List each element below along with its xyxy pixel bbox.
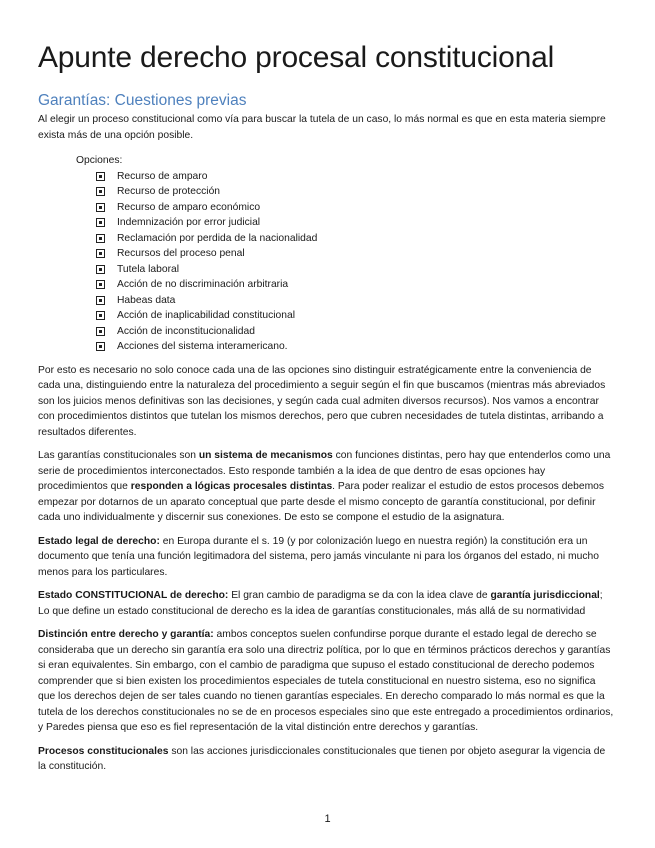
list-item xyxy=(96,215,615,231)
list-item xyxy=(96,277,615,293)
option-label: Acción de no discriminación arbitraria xyxy=(117,279,289,290)
option-label: Indemnización por error judicial xyxy=(117,217,261,228)
list-item xyxy=(96,293,615,309)
option-label: Acción de inaplicabilidad constitucional xyxy=(117,310,296,321)
square-bullet-icon xyxy=(96,187,105,196)
bold-term: garantía jurisdiccional xyxy=(490,590,600,601)
paragraph-constitutional-state: Estado CONSTITUCIONAL de derecho: El gran cambio de paradigma se da con la idea clave de garantía jurisdiccional; Lo que define un estado constitucional de derecho es la idea de garantías constitucionales, más allá de su normatividad xyxy=(38,590,603,617)
paragraph-constitutional-processes: Procesos constitucionales son las acciones jurisdiccionales constitucionales que tienen por objeto asegurar la vigencia de la constitución. xyxy=(38,745,606,772)
bold-term: responden a lógicas procesales distintas xyxy=(130,481,333,492)
paragraph-right-vs-guarantee: Distinción entre derecho y garantía: ambos conceptos suelen confundirse porque durante el estado legal de derecho se consideraba que un derecho sin garantía era solo una directriz política, por lo que en términos prácticos derechos y garantías si eran equivalentes. Sin embargo, con el cambio de paradigma que supuso el estado constitucional de derecho podemos comprender que si bien existen los procedimientos especiales de tutela constitucional en nuestro sistema, eso no significa que los derechos dejen de ser tales cuando no tienen garantías especiales. En derecho comparado lo más normal es que la tutela de los derechos constitucionales no se de en procesos especiales sino que este entregado a procedimientos ordinarios, y Paredes piensa que eso es fiel representación de la vital distinción entre derechos y garantías. xyxy=(38,629,614,733)
option-label: Recurso de amparo económico xyxy=(117,201,261,213)
option-label: Reclamación por perdida de la nacionalidad xyxy=(117,232,318,244)
options-list xyxy=(76,169,615,355)
square-bullet-icon xyxy=(96,296,105,305)
square-bullet-icon xyxy=(96,172,105,181)
list-item xyxy=(96,308,615,324)
list-item xyxy=(96,169,615,185)
term-label: Procesos constitucionales xyxy=(38,745,169,757)
square-bullet-icon xyxy=(96,234,105,243)
section-heading: Garantías: Cuestiones previas xyxy=(38,92,247,109)
square-bullet-icon xyxy=(96,342,105,351)
square-bullet-icon xyxy=(96,218,105,227)
square-bullet-icon xyxy=(96,327,105,336)
list-item xyxy=(96,246,615,262)
square-bullet-icon xyxy=(96,265,105,274)
option-label: Tutela laboral xyxy=(117,263,180,275)
intro-paragraph: Al elegir un proceso constitucional como vía para buscar la tutela de un caso, lo más normal es que en esta materia siempre exista más de una opción posible. xyxy=(38,114,606,141)
square-bullet-icon xyxy=(96,311,105,320)
options-block xyxy=(76,153,615,355)
square-bullet-icon xyxy=(96,203,105,212)
options-label: Opciones: xyxy=(76,155,123,166)
option-label: Habeas data xyxy=(117,294,176,306)
list-item xyxy=(96,324,615,340)
option-label: Acción de inconstitucionalidad xyxy=(117,325,255,337)
list-item xyxy=(96,184,615,200)
paragraph-legal-state: Estado legal de derecho: en Europa durante el s. 19 (y por colonización luego en nuestra región) la constitución era un documento que tenía una función legitimadora del sistema, pero jamás vinculante ni para los órganos del estado, ni mucho menos para los particulares. xyxy=(38,535,599,578)
option-label: Recurso de amparo xyxy=(117,170,208,182)
list-item xyxy=(96,339,615,355)
paragraph-guarantees-system: Las garantías constitucionales son un sistema de mecanismos con funciones distintas, pero hay que entenderlos como una serie de procedimientos interconectados. Esto responde también a la idea de que dentro de esas opciones hay procedimientos que responden a lógicas procesales distintas. Para poder realizar el estudio de estos procesos debemos empezar por dotarnos de un aparato conceptual que parte desde el mismo concepto de garantía constitucional, por definir cada uno individualmente y discernir sus conexiones. De esto se compone el estudio de la asignatura. xyxy=(38,450,611,523)
bold-term: un sistema de mecanismos xyxy=(198,450,333,461)
term-label: Distinción entre derecho y garantía: xyxy=(38,629,214,640)
list-item xyxy=(96,200,615,216)
list-item xyxy=(96,262,615,278)
page-number: 1 xyxy=(324,813,331,825)
paragraph-strategy: Por esto es necesario no solo conoce cada una de las opciones sino distinguir estratégicamente entre la conveniencia de cada una, distinguiendo entre la naturaleza del procedimiento a seguir según el fin que buscamos (mientras más abreviados son los juicios menos definitivas son las decisiones, y según cada cual admiten diversos recursos). Nos vamos a encontrar con procedimientos distintos que tutelan los mismos derechos, pero que cubren necesidades de tutela distintas, arribando a resultados diferentes. xyxy=(38,364,606,438)
document-title: Apunte derecho procesal constitucional xyxy=(38,41,555,74)
term-label: Estado legal de derecho: xyxy=(38,535,160,547)
option-label: Recursos del proceso penal xyxy=(117,248,245,259)
option-label: Recurso de protección xyxy=(117,186,221,197)
term-label: Estado CONSTITUCIONAL de derecho: xyxy=(38,590,229,601)
square-bullet-icon xyxy=(96,249,105,258)
option-label: Acciones del sistema interamericano. xyxy=(117,341,288,352)
list-item xyxy=(96,231,615,247)
square-bullet-icon xyxy=(96,280,105,289)
